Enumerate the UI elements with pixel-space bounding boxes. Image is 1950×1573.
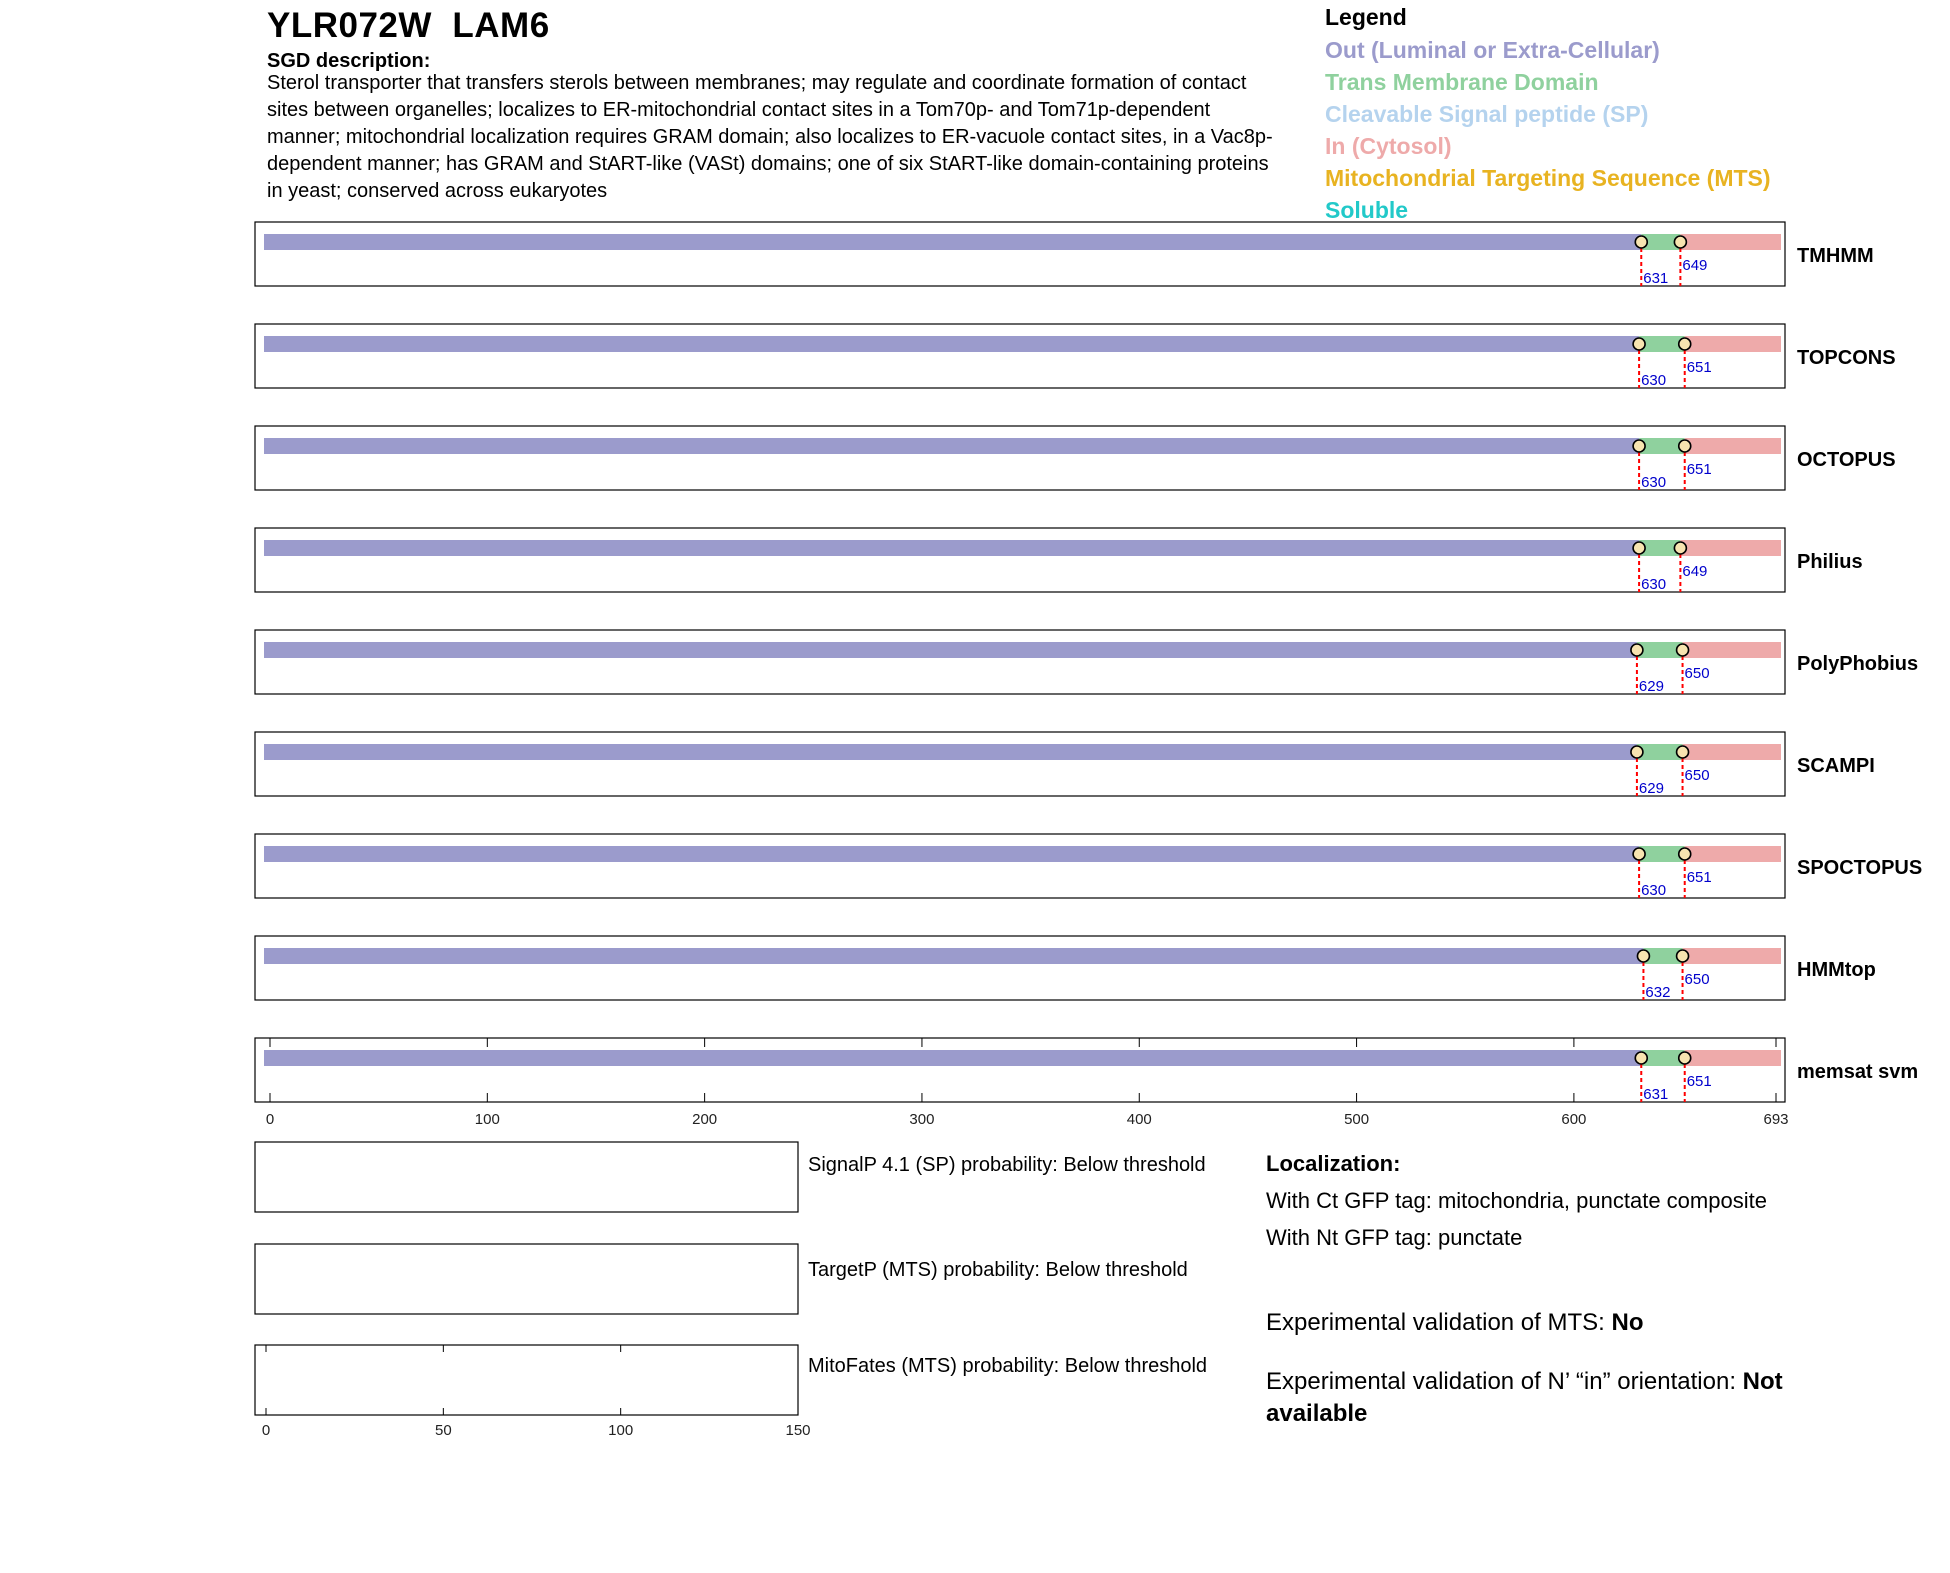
validation-n-in-value: Not available — [1266, 1368, 1783, 1427]
tm-start-label: 630 — [1641, 882, 1667, 899]
targetp-panel — [255, 1244, 798, 1314]
out-segment — [264, 336, 1639, 352]
targetp-label: TargetP (MTS) probability: Below threshold — [808, 1259, 1188, 1281]
validation-mts — [1266, 1307, 1866, 1339]
track-philius — [255, 528, 1863, 593]
out-segment — [264, 642, 1637, 658]
in-segment — [1685, 846, 1781, 862]
tm-start-marker — [1631, 746, 1643, 758]
tm-start-label: 630 — [1641, 474, 1667, 491]
tm-start-marker — [1633, 848, 1645, 860]
tm-end-label: 650 — [1684, 665, 1710, 682]
sgd-description: Sterol transporter that transfers sterols between membranes; may regulate and coordinate formation of contact sites between organelles; localizes to ER-mitochondrial contact sites in a Tom70p- and Tom71p-dependent manner; mitochondrial localization requires GRAM domain; also localizes to ER-vacuole contact sites, in a Vac8p-dependent manner; has GRAM and StART-like (VASt) domains; one of six StART-like domain-containing proteins in yeast; conserved across eukaryotes — [267, 72, 1273, 202]
in-segment — [1685, 438, 1781, 454]
x-tick-label: 693 — [1763, 1111, 1789, 1128]
track-frame — [255, 528, 1785, 592]
out-segment — [264, 540, 1639, 556]
track-name: TMHMM — [1797, 245, 1874, 267]
x-tick-label: 0 — [265, 1111, 275, 1128]
track-topcons — [255, 324, 1896, 389]
legend-sp: Cleavable Signal peptide (SP) — [1325, 101, 1649, 127]
tm-start-marker — [1633, 440, 1645, 452]
track-frame — [255, 1038, 1785, 1102]
tm-start-label: 631 — [1643, 1086, 1669, 1103]
track-frame — [255, 630, 1785, 694]
track-spoctopus — [255, 834, 1922, 899]
tm-segment — [1637, 642, 1683, 658]
tm-end-marker — [1679, 848, 1691, 860]
x-tick-label: 100 — [608, 1422, 634, 1439]
out-segment — [264, 1050, 1641, 1066]
legend-out: Out (Luminal or Extra-Cellular) — [1325, 37, 1660, 63]
tm-end-label: 649 — [1682, 257, 1708, 274]
out-segment — [264, 744, 1637, 760]
tm-end-label: 651 — [1686, 359, 1712, 376]
out-segment — [264, 438, 1639, 454]
track-name: SPOCTOPUS — [1797, 857, 1923, 879]
legend-title: Legend — [1325, 4, 1407, 30]
tm-start-marker — [1631, 644, 1643, 656]
in-segment — [1685, 336, 1781, 352]
tm-segment — [1637, 744, 1683, 760]
tm-start-label: 629 — [1638, 678, 1664, 695]
track-frame — [255, 324, 1785, 388]
x-tick-label: 100 — [474, 1111, 500, 1128]
track-name: OCTOPUS — [1797, 449, 1896, 471]
tm-end-marker — [1679, 440, 1691, 452]
in-segment — [1683, 744, 1781, 760]
track-name: memsat svm — [1797, 1061, 1919, 1083]
track-hmmtop — [255, 936, 1876, 1001]
tm-start-marker — [1635, 236, 1647, 248]
x-tick-label: 500 — [1344, 1111, 1370, 1128]
x-tick-label: 150 — [785, 1422, 811, 1439]
gene-id: YLR072W — [267, 6, 432, 45]
mitofates-label: MitoFates (MTS) probability: Below threshold — [808, 1355, 1208, 1377]
legend-mts: Mitochondrial Targeting Sequence (MTS) — [1325, 165, 1771, 191]
tm-start-label: 629 — [1638, 780, 1664, 797]
track-tmhmm — [255, 222, 1874, 287]
tm-end-label: 649 — [1682, 563, 1708, 580]
tm-end-label: 651 — [1686, 1073, 1712, 1090]
track-frame — [255, 222, 1785, 286]
mitofates-panel — [255, 1345, 798, 1415]
in-segment — [1680, 234, 1781, 250]
signalp-label: SignalP 4.1 (SP) probability: Below threshold — [808, 1154, 1206, 1176]
legend — [1325, 4, 1771, 226]
x-tick-label: 50 — [434, 1422, 452, 1439]
tm-end-marker — [1677, 950, 1689, 962]
page-title — [267, 6, 550, 46]
validation-n-in-label: Experimental validation of N’ “in” orientation: — [1266, 1368, 1743, 1395]
tm-end-marker — [1677, 746, 1689, 758]
x-tick-label: 600 — [1561, 1111, 1587, 1128]
track-name: SCAMPI — [1797, 755, 1875, 777]
legend-tm: Trans Membrane Domain — [1325, 69, 1599, 95]
tm-start-label: 630 — [1641, 576, 1667, 593]
tm-end-marker — [1679, 338, 1691, 350]
localization-heading: Localization: — [1266, 1151, 1401, 1176]
sgd-heading: SGD description: — [267, 50, 431, 72]
tm-end-label: 650 — [1684, 971, 1710, 988]
in-segment — [1683, 642, 1781, 658]
tm-end-marker — [1679, 1052, 1691, 1064]
x-tick-label: 300 — [909, 1111, 935, 1128]
track-scampi — [255, 732, 1875, 797]
track-frame — [255, 426, 1785, 490]
tm-segment — [1639, 336, 1685, 352]
tm-start-label: 630 — [1641, 372, 1667, 389]
tm-end-marker — [1677, 644, 1689, 656]
track-name: PolyPhobius — [1797, 653, 1919, 675]
legend-soluble: Soluble — [1325, 197, 1409, 223]
tm-end-label: 650 — [1684, 767, 1710, 784]
legend-in: In (Cytosol) — [1325, 133, 1452, 159]
x-tick-label: 0 — [261, 1422, 271, 1439]
in-segment — [1680, 540, 1781, 556]
track-name: Philius — [1797, 551, 1863, 573]
tm-start-marker — [1633, 542, 1645, 554]
x-tick-label: 400 — [1126, 1111, 1152, 1128]
tm-segment — [1639, 846, 1685, 862]
track-name: TOPCONS — [1797, 347, 1896, 369]
track-frame — [255, 732, 1785, 796]
tm-end-marker — [1674, 236, 1686, 248]
validation-mts-label: Experimental validation of MTS: — [1266, 1309, 1612, 1336]
tm-start-marker — [1633, 338, 1645, 350]
track-frame — [255, 936, 1785, 1000]
localization-nt-gfp: With Nt GFP tag: punctate — [1266, 1225, 1523, 1250]
track-frame — [255, 834, 1785, 898]
in-segment — [1683, 948, 1781, 964]
in-segment — [1685, 1050, 1781, 1066]
tm-start-marker — [1637, 950, 1649, 962]
track-octopus — [255, 426, 1896, 491]
localization-ct-gfp: With Ct GFP tag: mitochondria, punctate composite — [1266, 1188, 1767, 1213]
tm-start-marker — [1635, 1052, 1647, 1064]
out-segment — [264, 846, 1639, 862]
gene-name: LAM6 — [452, 6, 550, 45]
out-segment — [264, 234, 1641, 250]
tm-start-label: 632 — [1645, 984, 1671, 1001]
out-segment — [264, 948, 1643, 964]
tm-start-label: 631 — [1643, 270, 1669, 287]
tm-segment — [1639, 438, 1685, 454]
tm-end-label: 651 — [1686, 461, 1712, 478]
x-tick-label: 200 — [692, 1111, 718, 1128]
track-name: HMMtop — [1797, 959, 1876, 981]
track-polyphobius — [255, 630, 1918, 695]
tm-end-label: 651 — [1686, 869, 1712, 886]
signalp-panel — [255, 1142, 798, 1212]
validation-n-in — [1266, 1366, 1866, 1430]
track-memsat-svm — [255, 1038, 1918, 1103]
validation-mts-value: No — [1611, 1309, 1644, 1336]
tm-end-marker — [1674, 542, 1686, 554]
